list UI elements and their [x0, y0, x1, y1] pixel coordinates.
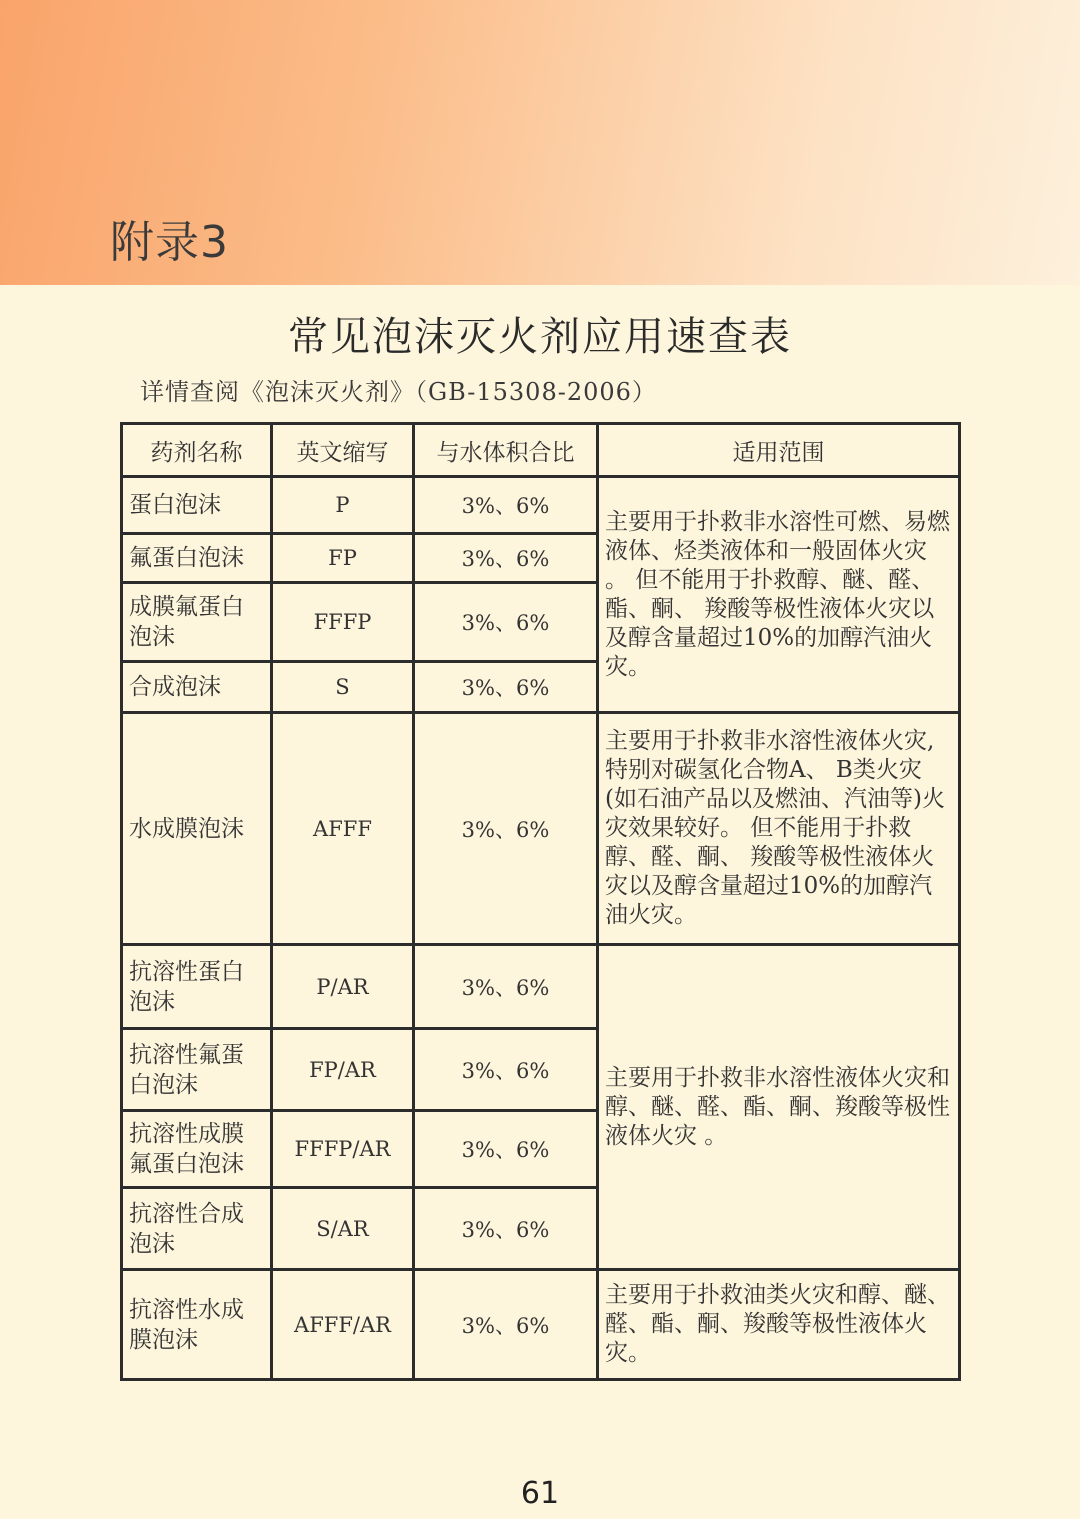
agent-ratio: 3%、6%: [414, 945, 598, 1029]
agent-abbr: FFFP: [272, 583, 414, 662]
subtitle: 详情查阅《泡沫灭火剂》（GB-15308-2006）: [140, 378, 657, 406]
agent-ratio: 3%、6%: [414, 583, 598, 662]
agent-name: 蛋白泡沫: [122, 477, 272, 534]
agent-abbr: S: [272, 662, 414, 713]
agent-abbr: P/AR: [272, 945, 414, 1029]
column-header-abbr: 英文缩写: [272, 424, 414, 477]
agent-ratio: 3%、6%: [414, 477, 598, 534]
agent-name: 合成泡沫: [122, 662, 272, 713]
agent-abbr: P: [272, 477, 414, 534]
agent-name: 抗溶性氟蛋白泡沫: [122, 1029, 272, 1111]
table-row: [122, 713, 960, 945]
agent-ratio: 3%、6%: [414, 713, 598, 945]
page-title: 常见泡沫灭火剂应用速查表: [288, 314, 792, 360]
agent-name: 水成膜泡沫: [122, 713, 272, 945]
column-header-name: 药剂名称: [122, 424, 272, 477]
column-header-scope: 适用范围: [598, 424, 960, 477]
agent-name: 氟蛋白泡沫: [122, 534, 272, 583]
table-row: [122, 945, 960, 1029]
agent-name: 抗溶性合成泡沫: [122, 1188, 272, 1270]
scope-cell: 主要用于扑救油类火灾和醇、醚、醛、酯、酮、羧酸等极性液体火灾。: [598, 1270, 960, 1380]
agent-ratio: 3%、6%: [414, 1188, 598, 1270]
agent-abbr: AFFF/AR: [272, 1270, 414, 1380]
agent-name: 抗溶性蛋白泡沫: [122, 945, 272, 1029]
agent-abbr: FP: [272, 534, 414, 583]
agent-ratio: 3%、6%: [414, 662, 598, 713]
agent-ratio: 3%、6%: [414, 534, 598, 583]
agent-ratio: 3%、6%: [414, 1029, 598, 1111]
agent-name: 抗溶性成膜氟蛋白泡沫: [122, 1111, 272, 1188]
table-row: [122, 477, 960, 534]
appendix-label: 附录3: [110, 217, 229, 268]
foam-agent-table: [120, 422, 961, 1381]
agent-name: 成膜氟蛋白泡沫: [122, 583, 272, 662]
agent-ratio: 3%、6%: [414, 1270, 598, 1380]
page-number: 61: [520, 1476, 560, 1511]
agent-name: 抗溶性水成膜泡沫: [122, 1270, 272, 1380]
column-header-ratio: 与水体积合比: [414, 424, 598, 477]
scope-cell: 主要用于扑救非水溶性液体火灾,特别对碳氢化合物A、 B类火灾(如石油产品以及燃油、汽油等)火灾效果较好。 但不能用于扑救醇、醛、酮、 羧酸等极性液体火灾以及醇含量超过10%的加醇汽油火灾。: [598, 713, 960, 945]
scope-cell: 主要用于扑救非水溶性可燃、易燃液体、烃类液体和一般固体火灾 。 但不能用于扑救醇、醚、醛、酯、酮、 羧酸等极性液体火灾以及醇含量超过10%的加醇汽油火灾。: [598, 477, 960, 713]
table-row: [122, 1270, 960, 1380]
table-header-row: [122, 424, 960, 477]
scope-cell: 主要用于扑救非水溶性液体火灾和醇、醚、醛、酯、酮、羧酸等极性液体火灾 。: [598, 945, 960, 1270]
agent-abbr: FFFP/AR: [272, 1111, 414, 1188]
agent-abbr: S/AR: [272, 1188, 414, 1270]
agent-abbr: FP/AR: [272, 1029, 414, 1111]
agent-abbr: AFFF: [272, 713, 414, 945]
agent-ratio: 3%、6%: [414, 1111, 598, 1188]
